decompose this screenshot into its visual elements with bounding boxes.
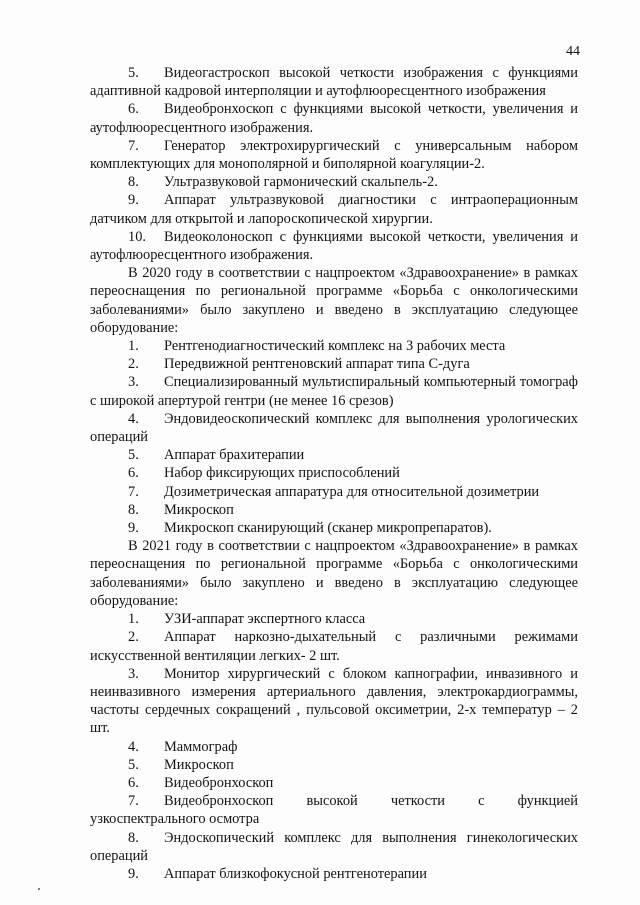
list-item [90,137,578,173]
list-item [90,228,578,264]
list-item-number: 6. [128,101,139,118]
list-item-text: Аппарат близкофокусной рентгенотерапии [164,865,427,882]
list-item-text: Микроскоп [164,501,234,518]
list-item-number: 9. [128,865,139,882]
page-number: 44 [566,44,580,59]
document-body [90,64,578,883]
list-item-text: Рентгенодиагностический комплекс на 3 рабочих места [164,338,506,355]
list-item [90,829,578,865]
list-item-text: Дозиметрическая аппаратура для относительной дозиметрии [164,483,540,500]
list-item-text: Генератор электрохирургический с универсальным набором комплектующих для монополярной и биполярной коагуляции-2. [90,137,578,173]
list-item-number: 3. [128,374,139,391]
list-item-text: Видеоколоноскоп с функциями высокой четкости, увеличения и аутофлюоресцентного изображения. [90,228,578,264]
list-item-text: Аппарат брахитерапии [164,447,305,464]
list-item [90,738,578,756]
list-item-text: Видеобронхоскоп высокой четкости с функцией узкоспектрального осмотра [90,793,578,828]
list-item [90,610,578,628]
list-item [90,337,578,355]
list-item-number: 4. [128,410,139,427]
equipment-list-2020 [90,337,578,537]
list-item [90,173,578,191]
list-item-number: 4. [128,738,139,755]
list-item-text: УЗИ-аппарат экспертного класса [164,611,366,628]
list-item-number: 3. [128,665,139,682]
list-item [90,519,578,537]
list-item-number: 2. [128,629,139,646]
list-item-text: Аппарат ультразвуковой диагностики с интраоперационным датчиком для открытой и лапороскопической хирургии. [90,192,578,227]
list-item-number: 5. [128,447,139,464]
list-item [90,665,578,738]
list-item [90,446,578,464]
list-item-number: 9. [128,520,139,537]
list-item-text: Видеобронхоскоп с функциями высокой четкости, увеличения и аутофлюоресцентного изображения. [90,101,578,136]
list-item-number: 8. [128,501,139,518]
equipment-list-continued [90,64,578,264]
list-item-number: 6. [128,774,139,791]
list-item-number: 5. [128,756,139,773]
list-item-text: Специализированный мультиспиральный компьютерный томограф с широкой апертурой гентри (не менее 16 срезов) [90,374,578,409]
list-item [90,100,578,136]
list-item-text: Передвижной рентгеновский аппарат типа С-дуга [164,356,470,373]
list-item-number: 7. [128,793,139,810]
equipment-list-2021 [90,610,578,883]
list-item-text: Монитор хирургический с блоком капнографии, инвазивного и неинвазивного измерения артериального давления, электрокардиограммы, частоты сердечных сокращений , пульсовой оксиметрии, 2-х температур – 2 шт. [90,665,578,737]
list-item [90,792,578,828]
list-item-number: 1. [128,611,139,628]
list-item-number: 7. [128,483,139,500]
list-item-number: 5. [128,65,139,81]
list-item [90,373,578,409]
list-item-text: Набор фиксирующих приспособлений [164,465,400,482]
scan-speck [38,888,40,890]
list-item-text: Эндоскопический комплекс для выполнения гинекологических операций [90,829,578,864]
list-item [90,501,578,519]
list-item [90,774,578,792]
list-item-number: 8. [128,174,139,191]
paragraph-2021: В 2021 году в соответствии с нацпроектом «Здравоохранение» в рамках переоснащения по региональной программе «Борьба с онкологическими заболеваниями» было закуплено и введено в эксплуатацию следующее оборудование: [90,538,578,609]
list-item-text: Микроскоп сканирующий (сканер микропрепаратов). [164,520,492,537]
list-item [90,64,578,100]
list-item-number: 7. [128,137,139,154]
list-item [90,865,578,883]
list-item [90,756,578,774]
list-item-number: 6. [128,465,139,482]
list-item [90,628,578,664]
list-item [90,191,578,227]
list-item-text: Маммограф [164,738,238,755]
list-item-number: 1. [128,338,139,355]
list-item-number: 8. [128,829,139,846]
list-item [90,464,578,482]
list-item [90,410,578,446]
list-item-text: Эндовидеоскопический комплекс для выполнения урологических операций [90,410,578,446]
list-item [90,483,578,501]
list-item [90,355,578,373]
list-item-number: 9. [128,192,139,209]
list-item-text: Ультразвуковой гармонический скальпель-2. [164,174,438,191]
list-item-text: Микроскоп [164,756,234,773]
list-item-text: Аппарат наркозно-дыхательный с различными режимами искусственной вентиляции легких- 2 шт. [90,629,578,664]
list-item-number: 10. [128,228,146,245]
paragraph-2020: В 2020 году в соответствии с нацпроектом «Здравоохранение» в рамках переоснащения по региональной программе «Борьба с онкологическими заболеваниями» было закуплено и введено в эксплуатацию следующее оборудование: [90,265,578,336]
list-item-text: Видеобронхоскоп [164,774,274,791]
list-item-number: 2. [128,356,139,373]
list-item-text: Видеогастроскоп высокой четкости изображения с функциями адаптивной кадровой интерполяции и аутофлюоресцентного изображения [90,65,578,100]
